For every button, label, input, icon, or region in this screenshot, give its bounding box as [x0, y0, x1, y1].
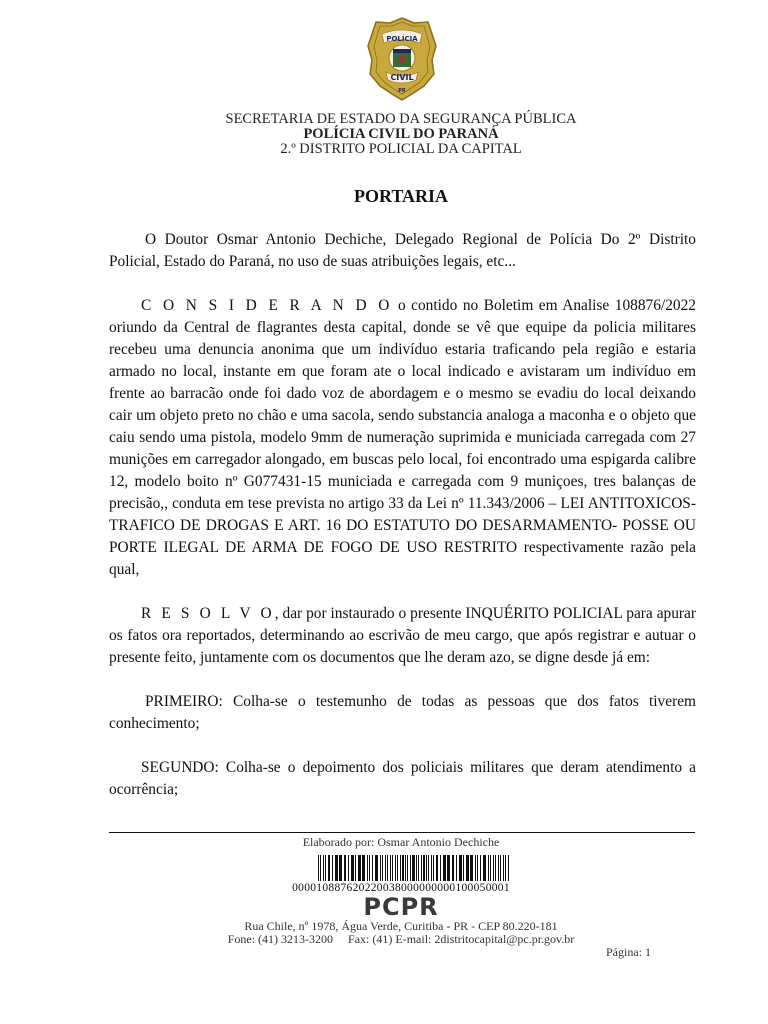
barcode-bar — [423, 855, 425, 881]
barcode-bar — [488, 855, 489, 881]
barcode-bar — [412, 855, 415, 881]
barcode-bar — [362, 855, 365, 881]
barcode-bar — [463, 855, 464, 881]
barcode-bar — [369, 855, 370, 881]
barcode-bar — [407, 855, 408, 881]
barcode-bar — [490, 855, 491, 881]
barcode-bar — [421, 855, 422, 881]
barcode-bar — [382, 855, 383, 881]
resolvo-paragraph — [109, 603, 696, 669]
barcode-bar — [385, 855, 386, 881]
elaborado-por: Elaborado por: Osmar Antonio Dechiche — [302, 835, 500, 849]
barcode-bar — [355, 855, 356, 881]
barcode-bar — [402, 855, 404, 881]
barcode-bar — [452, 855, 454, 881]
barcode-bar — [440, 855, 441, 881]
barcode-bar — [332, 855, 333, 881]
barcode-bar — [328, 855, 330, 881]
document-body — [109, 229, 696, 801]
barcode-bar — [387, 855, 388, 881]
barcode-bar — [505, 855, 506, 881]
barcode-bar — [477, 855, 478, 881]
barcode-bar — [400, 855, 401, 881]
considerando-paragraph — [109, 295, 696, 581]
barcode-bar — [318, 855, 319, 881]
barcode-bar — [475, 855, 476, 881]
barcode-bar — [480, 855, 481, 881]
primeiro-paragraph: PRIMEIRO: Colha-se o testemunho de todas as pessoas que dos fatos tiverem conhecimento; — [109, 693, 696, 732]
barcode-bar — [493, 855, 494, 881]
barcode-bar — [466, 855, 469, 881]
barcode-bar — [436, 855, 438, 881]
pcpr-logo: PCPR — [363, 893, 439, 921]
header-policia-civil: POLÍCIA CIVIL DO PARANÁ — [303, 126, 499, 142]
barcode-bar — [426, 855, 427, 881]
barcode-bar — [372, 855, 373, 881]
barcode-bar — [339, 855, 342, 881]
barcode-bar — [443, 855, 446, 881]
header-distrito: 2.º DISTRITO POLICIAL DA CAPITAL — [280, 141, 522, 157]
barcode-bar — [358, 855, 361, 881]
barcode-bar — [367, 855, 368, 881]
barcode-bar — [428, 855, 429, 881]
resolvo-label: R E S O L V O — [141, 605, 275, 622]
barcode-bar — [344, 855, 346, 881]
barcode-bar — [323, 855, 324, 881]
badge-bottom-text: CIVIL — [390, 73, 414, 82]
barcode-bar — [508, 855, 509, 881]
barcode-bar — [351, 855, 354, 881]
barcode-bar — [335, 855, 338, 881]
barcode-bar — [410, 855, 411, 881]
badge-state-text: PR — [398, 88, 406, 94]
barcode-bar — [447, 855, 450, 881]
segundo-paragraph: SEGUNDO: Colha-se o depoimento dos policiais militares que deram atendimento a ocorrência; — [109, 759, 696, 798]
intro-paragraph: O Doutor Osmar Antonio Dechiche, Delegado Regional de Polícia Do 2º Distrito Policial, Estado do Paraná, no uso de suas atribuições legais, etc... — [109, 231, 696, 270]
barcode-bar — [433, 855, 434, 881]
barcode-bar — [495, 855, 496, 881]
barcode — [318, 855, 512, 881]
barcode-bar — [459, 855, 462, 881]
barcode-bar — [395, 855, 396, 881]
barcode-bar — [483, 855, 486, 881]
barcode-bar — [392, 855, 393, 881]
barcode-bar — [470, 855, 473, 881]
policia-civil-badge — [366, 16, 438, 102]
footer-divider — [109, 832, 695, 833]
resolvo-text: , dar por instaurado o presente INQUÉRITO POLICIAL para apurar os fatos ora reportados, determinando ao escrivão de meu cargo, que após registrar e autuar o presente feito, juntamente com os documentos que lhe deram azo, se digne desde já em: — [109, 605, 696, 666]
barcode-bar — [500, 855, 501, 881]
barcode-bar — [431, 855, 432, 881]
barcode-bar — [418, 855, 419, 881]
barcode-bar — [390, 855, 391, 881]
document-title: PORTARIA — [353, 186, 449, 206]
barcode-bar — [405, 855, 406, 881]
barcode-bar — [325, 855, 326, 881]
badge-top-text: POLÍCIA — [386, 35, 418, 43]
considerando-text: o contido no Boletim em Analise 108876/2022 oriundo da Central de flagrantes desta capital, donde se vê que equipe da policia militares recebeu uma denuncia anonima que um indivíduo estaria traficando pela região e estaria armado no local, instante em que foram ate o local indicado e avistaram um indivíduo em frente ao barracão onde foi dado voz de abordagem e o mesmo se evadiu do local deixando cair um objeto preto no chão e uma sacola, sendo substancia analoga a maconha e o objeto que caiu sendo uma pistola, modelo 9mm de numeração suprimida e municiada carregada com 27 munições em carregador alongado, em buscas pelo local, foi encontrado uma espigarda calibre 12, modelo boito nº G077431-15 municiada e carregada com 9 muniçoes, tres balanças de precisão,, conduta em tese prevista no artigo 33 da Lei nº 11.343/2006 – LEI ANTITOXICOS-TRAFICO DE DROGAS E ART. 16 DO ESTATUTO DO DESARMAMENTO- POSSE OU PORTE ILEGAL DE ARMA DE FOGO DE USO RESTRITO respectivamente razão pela qual, — [109, 297, 696, 578]
barcode-bar — [456, 855, 457, 881]
barcode-bar — [498, 855, 499, 881]
letterhead — [0, 112, 768, 157]
barcode-bar — [397, 855, 398, 881]
footer-address: Rua Chile, nº 1978, Água Verde, Curitiba - PR - CEP 80.220-181 — [244, 919, 558, 933]
barcode-bar — [503, 855, 504, 881]
page-number: Página: 1 — [606, 945, 651, 959]
barcode-bar — [380, 855, 381, 881]
considerando-label: C O N S I D E R A N D O — [141, 297, 393, 314]
barcode-bar — [375, 855, 378, 881]
barcode-bar — [416, 855, 417, 881]
header-secretaria: SECRETARIA DE ESTADO DA SEGURANÇA PÚBLICA — [225, 111, 577, 127]
barcode-number: 000010887620220038000000000100050001 — [292, 882, 510, 894]
barcode-bar — [320, 855, 321, 881]
footer-contact: Fone: (41) 3213-3200 Fax: (41) E-mail: 2distritocapital@pc.pr.gov.br — [227, 932, 575, 946]
barcode-bar — [348, 855, 349, 881]
